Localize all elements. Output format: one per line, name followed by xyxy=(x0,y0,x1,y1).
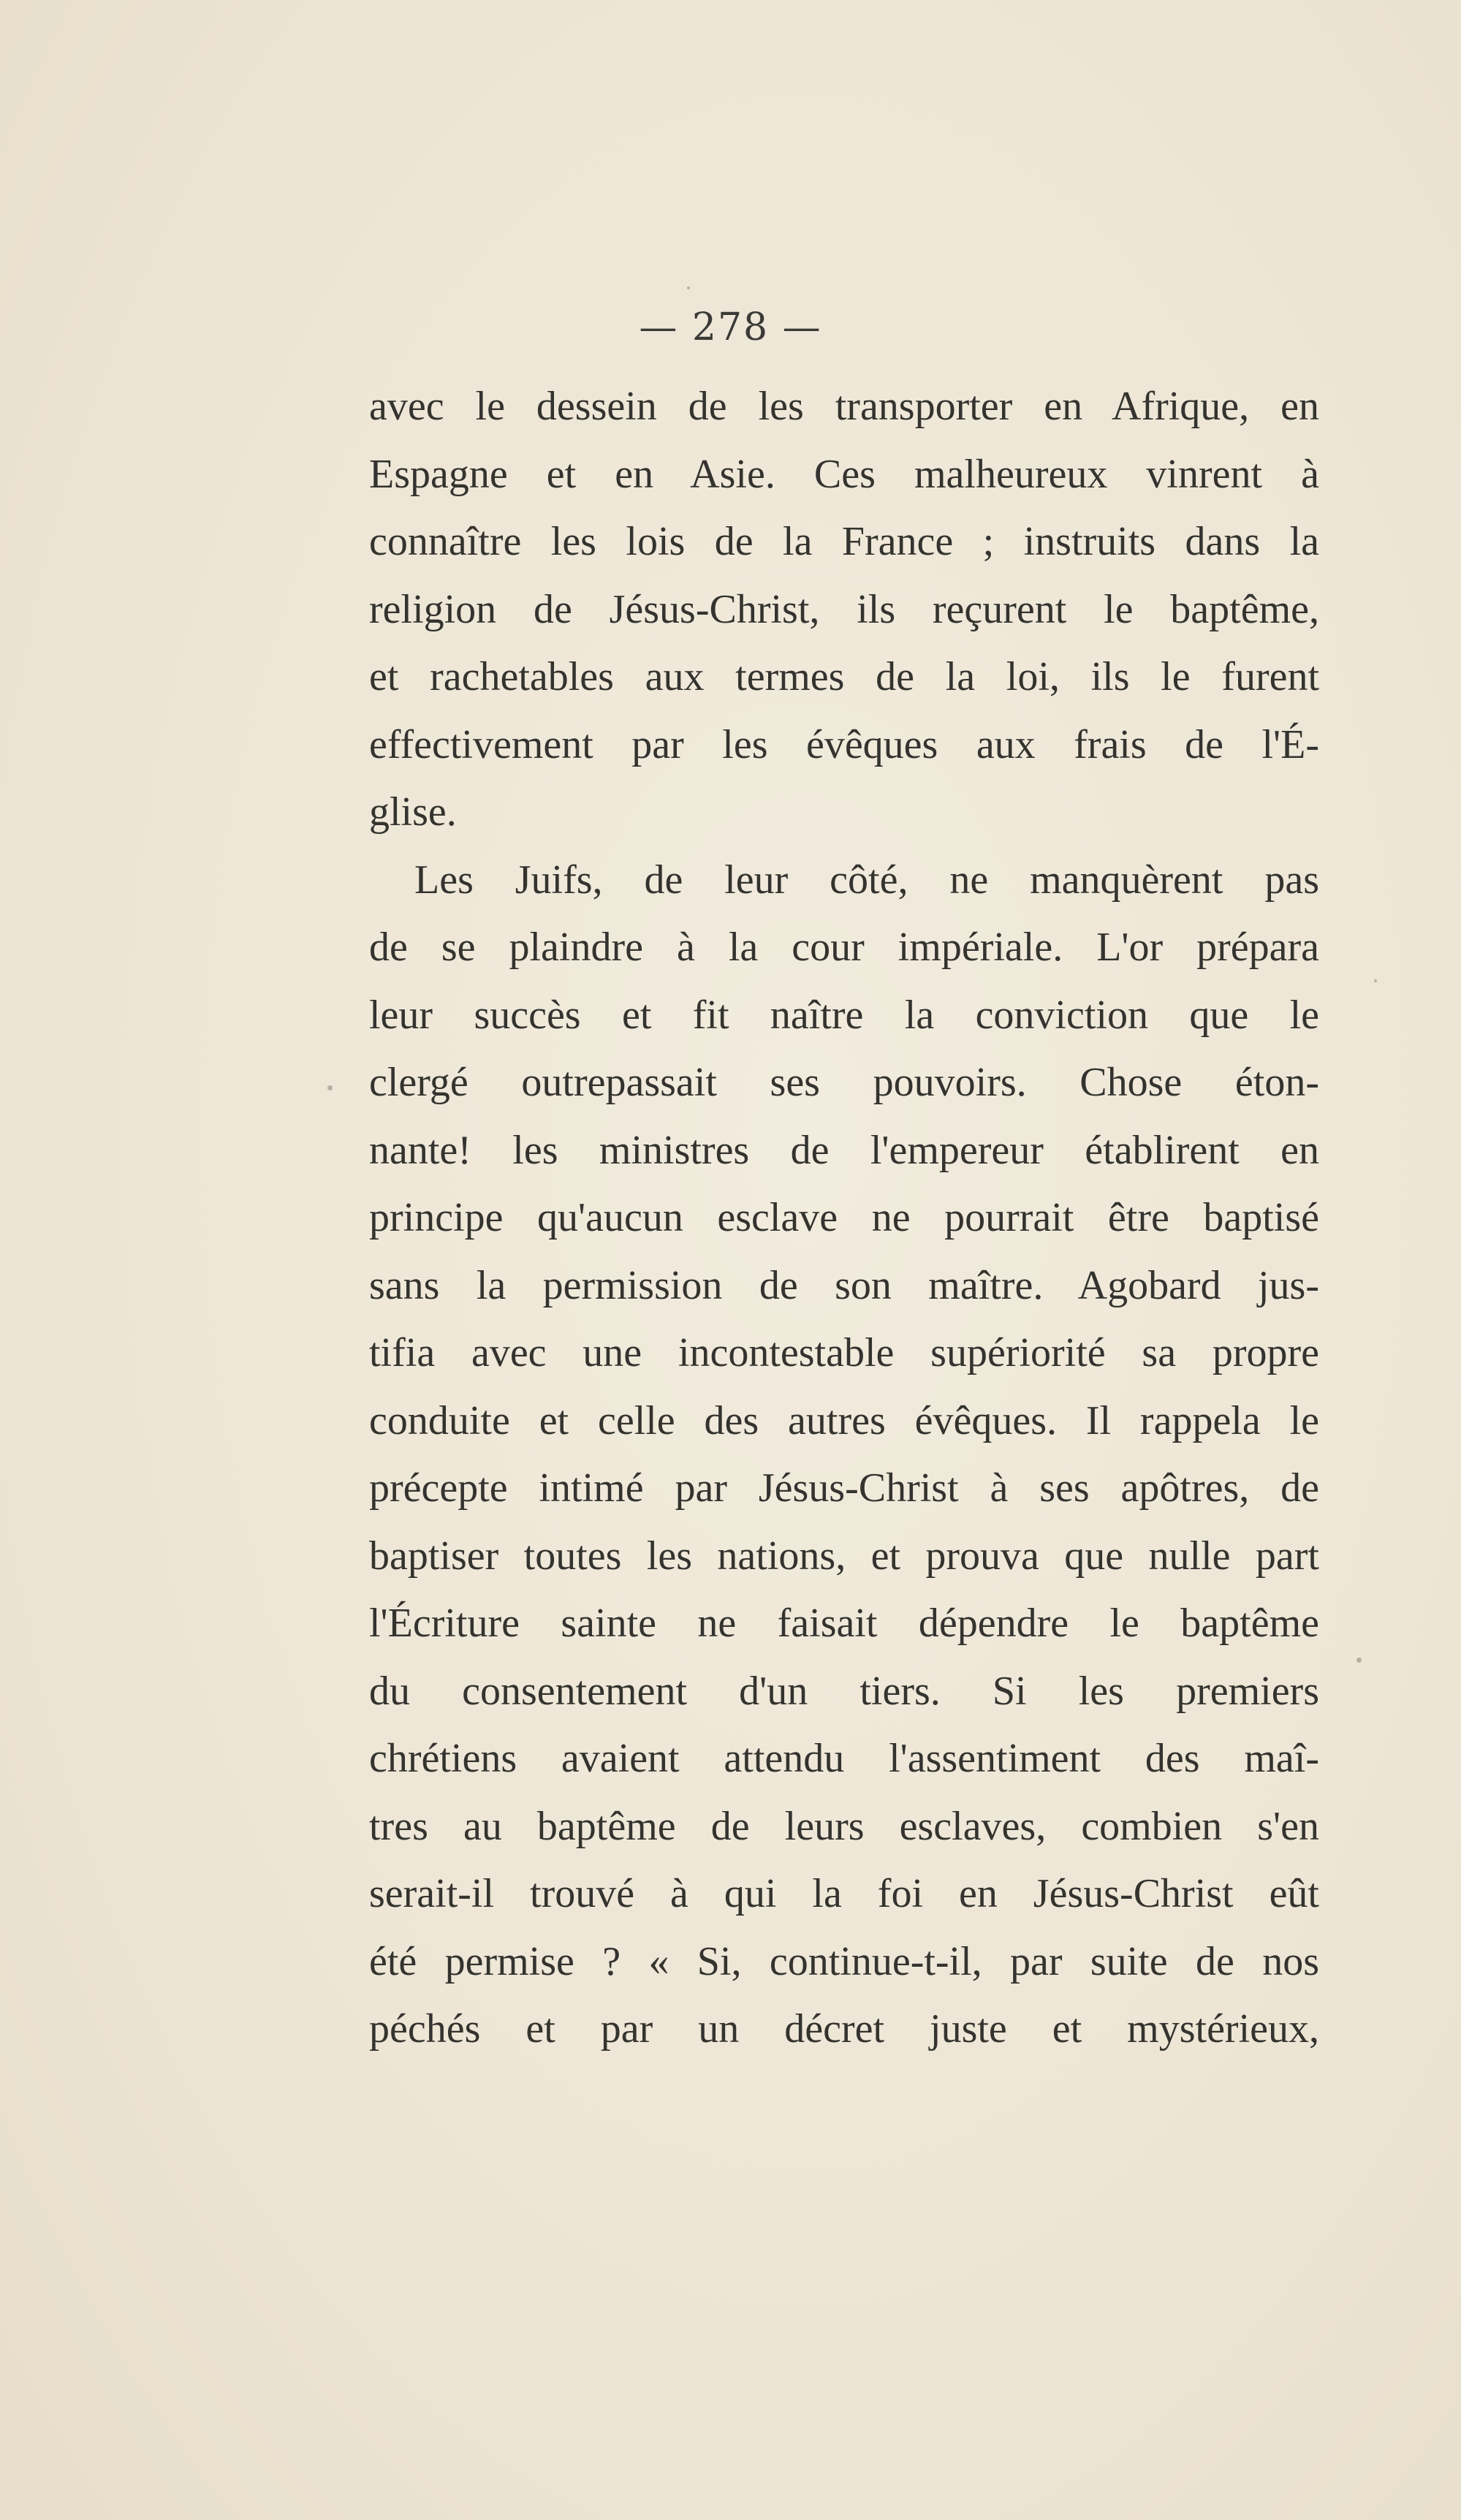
text-line: serait-il trouvé à qui la foi en Jésus-Christ eût xyxy=(369,1871,1319,1916)
text-line: religion de Jésus-Christ, ils reçurent le baptême, xyxy=(369,586,1319,632)
text-line: tifia avec une incontestable supériorité sa propre xyxy=(369,1330,1319,1375)
paper-speck xyxy=(327,1085,333,1090)
text-line: Espagne et en Asie. Ces malheureux vinrent à xyxy=(369,451,1319,497)
text-line: l'Écriture sainte ne faisait dépendre le baptême xyxy=(369,1601,1319,1646)
paragraph-start-line: Les Juifs, de leur côté, ne manquèrent pas xyxy=(414,857,1319,903)
paper-speck xyxy=(1356,1658,1362,1663)
text-line: leur succès et fit naître la conviction que le xyxy=(369,992,1319,1038)
body-text xyxy=(369,373,1319,2063)
text-line: de se plaindre à la cour impériale. L'or prépara xyxy=(369,925,1319,970)
page-number: — 278 — xyxy=(639,305,822,349)
text-line: baptiser toutes les nations, et prouva que nulle part xyxy=(369,1533,1319,1579)
paper-speck xyxy=(687,286,690,289)
text-line: été permise ? « Si, continue-t-il, par suite de nos xyxy=(369,1938,1319,1984)
text-line: sans la permission de son maître. Agobard jus- xyxy=(369,1262,1319,1308)
text-line: et rachetables aux termes de la loi, ils le furent xyxy=(369,654,1319,699)
text-line: du consentement d'un tiers. Si les premiers xyxy=(369,1668,1319,1714)
text-line: nante! les ministres de l'empereur établirent en xyxy=(369,1127,1319,1173)
paper-speck xyxy=(1374,979,1377,982)
text-line: chrétiens avaient attendu l'assentiment des maî- xyxy=(369,1736,1319,1781)
text-line: clergé outrepassait ses pouvoirs. Chose éton- xyxy=(369,1060,1319,1105)
paragraph-end-line: glise. xyxy=(369,789,457,835)
text-line: conduite et celle des autres évêques. Il rappela le xyxy=(369,1397,1319,1443)
text-line: avec le dessein de les transporter en Afrique, en xyxy=(369,384,1319,429)
text-line: connaître les lois de la France ; instruits dans la xyxy=(369,519,1319,564)
text-line: précepte intimé par Jésus-Christ à ses apôtres, de xyxy=(369,1465,1319,1511)
text-line: effectivement par les évêques aux frais de l'É- xyxy=(369,721,1319,767)
text-line: péchés et par un décret juste et mystérieux, xyxy=(369,2006,1319,2052)
text-line: principe qu'aucun esclave ne pourrait être baptisé xyxy=(369,1195,1319,1240)
text-line: tres au baptême de leurs esclaves, combien s'en xyxy=(369,1803,1319,1849)
